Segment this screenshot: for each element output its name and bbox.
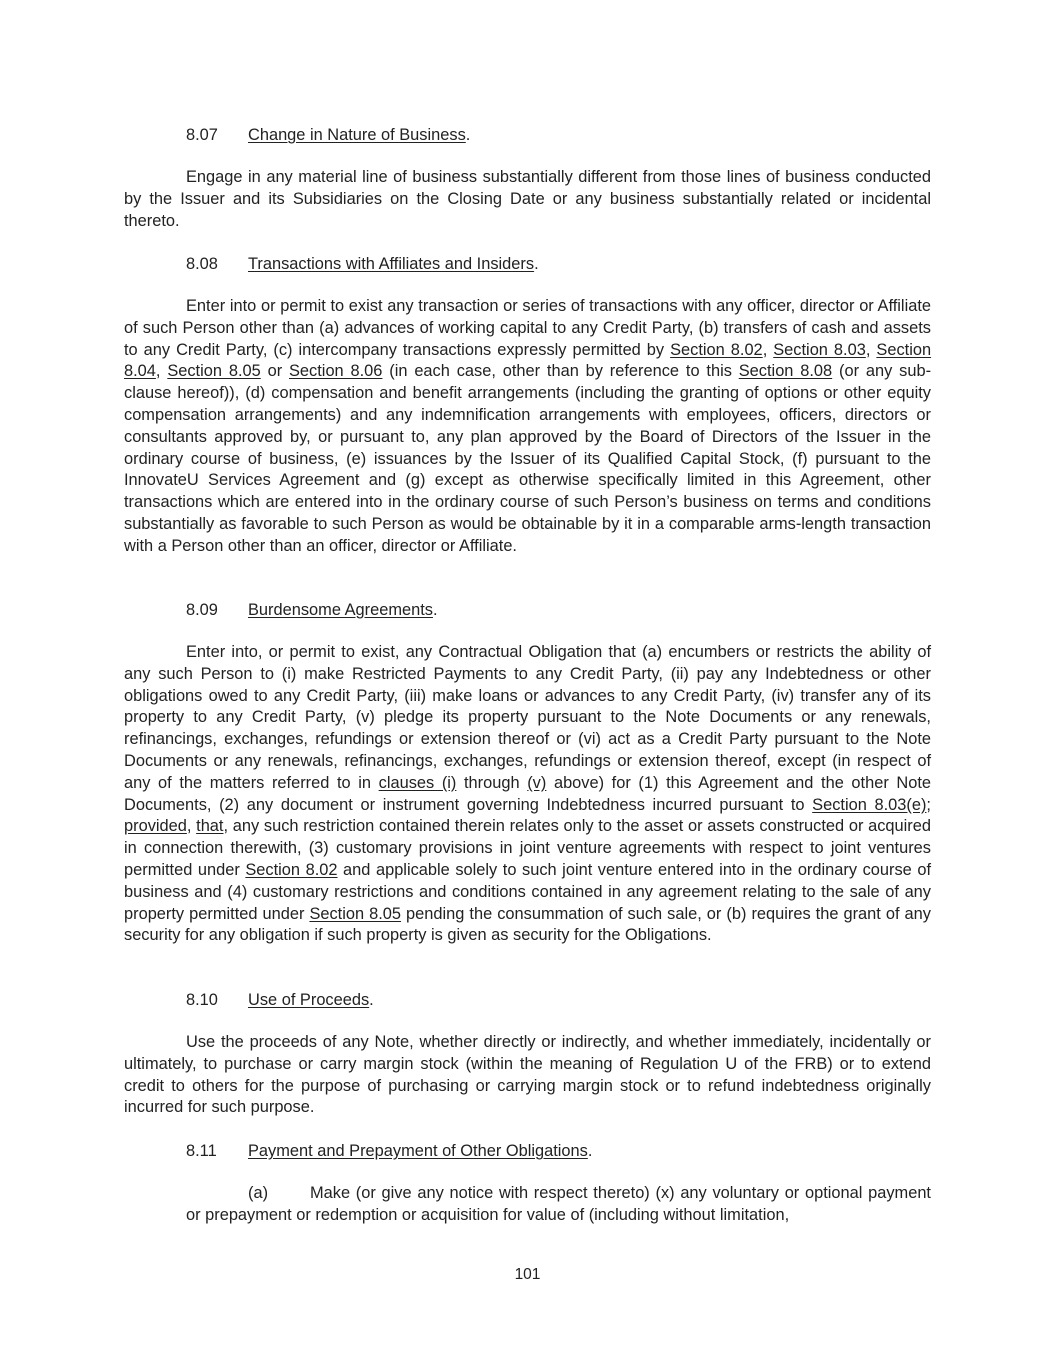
cross-reference: that [196, 817, 224, 836]
section-heading-8-11: 8.11 Payment and Prepayment of Other Obligations. [186, 1141, 592, 1163]
cross-reference: Section 8.04 [124, 340, 932, 381]
section-number: 8.11 [186, 1142, 217, 1160]
section-heading-8-07: 8.07 Change in Nature of Business. [186, 125, 470, 147]
section-clause-8-11-a [186, 1183, 931, 1227]
section-title: Burdensome Agreements [248, 601, 433, 619]
body-text: pending the consummation of such sale, or (b) requires the grant of any security for any obligation if such property is given as security for the Obligations. [124, 904, 931, 945]
body-text: Enter into or permit to exist any transaction or series of transactions with any officer, director or Affiliate of such Person other than (a) advances of working capital to any Credit Party, (b) transfers of cash and assets to any Credit Party, (c) intercompany transactions expressly permitted by [124, 297, 931, 359]
body-text: , [762, 340, 774, 359]
body-text: above) for (1) this Agreement and the other Note Documents, (2) any document or instrument governing Indebtedness incurred pursuant to [124, 773, 932, 814]
body-text: , [865, 340, 877, 359]
section-number: 8.07 [186, 126, 218, 144]
body-text: , [155, 362, 168, 381]
body-text: , [186, 817, 197, 836]
section-number: 8.08 [186, 255, 218, 273]
body-text: or [260, 362, 289, 381]
cross-reference: clauses (i) [378, 773, 457, 792]
clause-text: Make (or give any notice with respect thereto) (x) any voluntary or optional payment or prepayment or redemption or acquisition for value of (including without limitation, [186, 1184, 931, 1224]
section-body-8-09 [124, 642, 931, 947]
body-text: Enter into, or permit to exist, any Contractual Obligation that (a) encumbers or restricts the ability of any such Person to (i) make Restricted Payments to any Credit Party, (ii) pay any Indebtedness or other obligations owed to any Credit Party, (iii) make loans or advances to any Credit Party, (iv) transfer any of its property to any Credit Party, (v) pledge its property pursuant to the Note Documents or any renewals, refinancings, exchanges, refundings or extension thereof or (vi) act as a Credit Party pursuant to the Note Documents or any renewals, refinancings, exchanges, refundings or extension thereof, except (in respect of any of the matters referred to in [124, 643, 931, 792]
section-heading-8-10: 8.10 Use of Proceeds. [186, 990, 374, 1012]
page-number: 101 [514, 1266, 541, 1283]
cross-reference: (v) [527, 773, 547, 792]
body-text: , any such restriction contained therein relates only to the asset or assets constructed or acquired in connection therewith, (3) customary provisions in joint venture agreements with respect to joint ventures permitted under [124, 817, 931, 879]
cross-reference: Section 8.03(e) [812, 795, 927, 814]
section-body-8-10: Use the proceeds of any Note, whether directly or indirectly, and whether immediately, incidentally or ultimately, to purchase or carry margin stock (within the meaning of Regulation U of the FRB) or to extend credit to others for the purpose of purchasing or carrying margin stock or to refund indebtedness originally incurred for such purpose. [124, 1033, 931, 1117]
section-title: Use of Proceeds [248, 991, 370, 1009]
cross-reference: Section 8.03 [773, 340, 866, 359]
clause-label: (a) [248, 1184, 269, 1202]
section-body-8-08 [124, 296, 931, 558]
section-title: Payment and Prepayment of Other Obligations [248, 1142, 588, 1160]
section-title: Transactions with Affiliates and Insiders [248, 255, 535, 273]
cross-reference: Section 8.05 [309, 904, 402, 923]
cross-reference: Section 8.02 [670, 340, 763, 359]
cross-reference: Section 8.08 [738, 362, 833, 381]
cross-reference: Section 8.05 [167, 362, 261, 381]
body-text: ; [926, 795, 931, 814]
section-title: Change in Nature of Business [248, 126, 466, 144]
body-text: (in each case, other than by reference to this [382, 362, 739, 381]
section-number: 8.09 [186, 601, 218, 619]
body-text: (or any sub-clause hereof)), (d) compensation and benefit arrangements (including the granting of options or other equity compensation arrangements) and any indemnification arrangements with employees, officers, directors or consultants approved by, or pursuant to, any plan approved by the Board of Directors of the Issuer in the ordinary course of business, (e) issuances by the Issuer of its Qualified Capital Stock, (f) pursuant to the InnovateU Services Agreement and (g) except as otherwise specifically limited in this Agreement, other transactions which are entered into in the ordinary course of such Person’s business on terms and conditions substantially as favorable to such Person as would be obtainable by it in a comparable arms-length transaction with a Person other than an officer, director or Affiliate. [124, 362, 932, 555]
section-body-8-07: Engage in any material line of business substantially different from those lines of business conducted by the Issuer and its Subsidiaries on the Closing Date or any business substantially related or incidental thereto. [124, 168, 931, 230]
section-number: 8.10 [186, 991, 218, 1009]
cross-reference: Section 8.02 [245, 860, 338, 879]
cross-reference: provided [124, 817, 187, 836]
section-heading-8-09: 8.09 Burdensome Agreements. [186, 600, 438, 622]
body-text: through [456, 773, 528, 792]
cross-reference: Section 8.06 [289, 362, 383, 381]
body-text: and applicable solely to such joint venture entered into in the ordinary course of business and (4) customary restrictions and conditions contained in any agreement relating to the sale of any property permitted under [124, 860, 932, 923]
section-heading-8-08: 8.08 Transactions with Affiliates and Insiders. [186, 254, 539, 276]
